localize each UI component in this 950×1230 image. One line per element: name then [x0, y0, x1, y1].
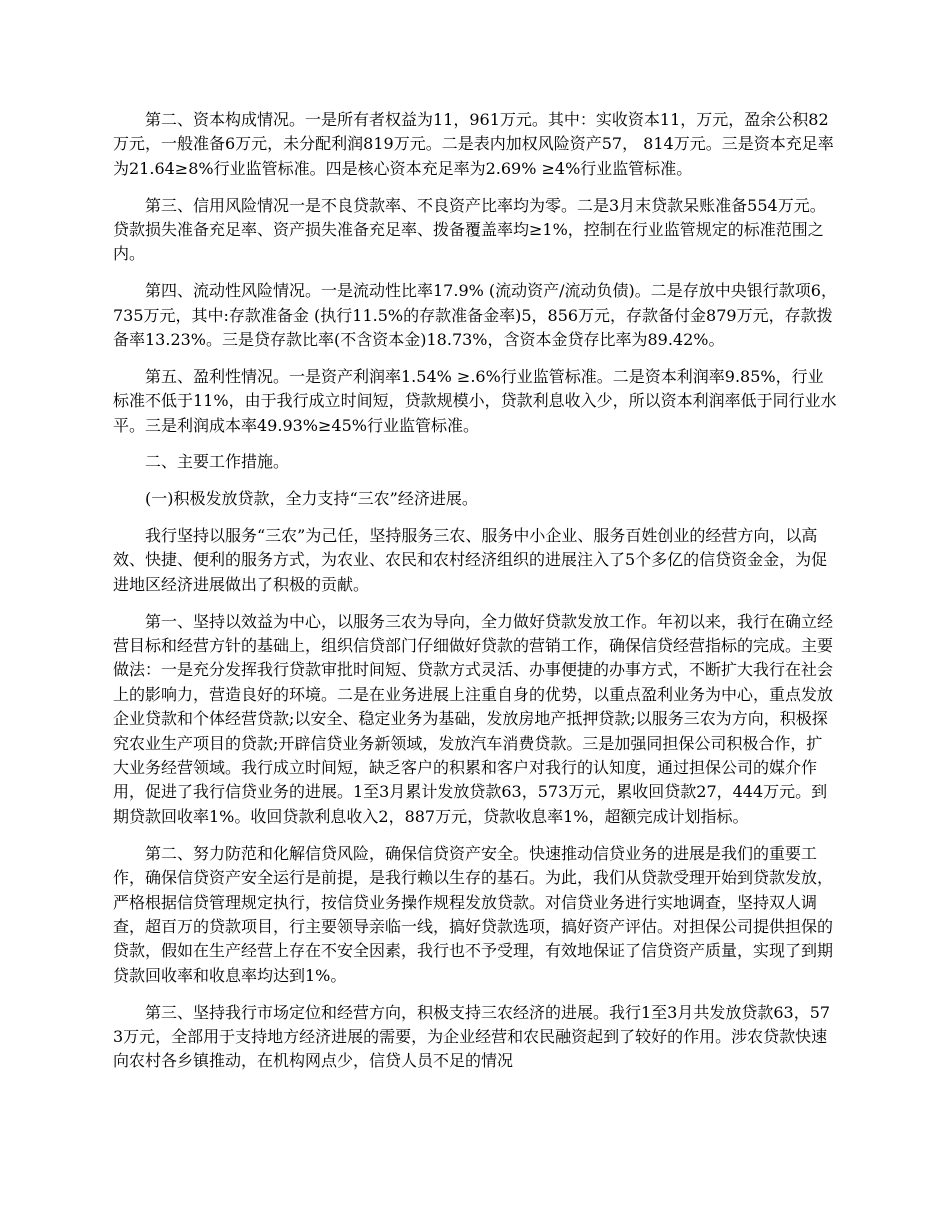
paragraph-profitability: 第五、盈利性情况。一是资产利润率1.54% ≥.6%行业监管标准。二是资本利润率9.85%，行业标准不低于11%，由于我行成立时间短，贷款规模小，贷款利息收入少，所以资本利润率低于同行业水平。三是利润成本率49.93%≥45%行业监管标准。: [113, 366, 837, 435]
subsection-heading-loans: (一)积极发放贷款，全力支持“三农”经济进展。: [145, 489, 478, 509]
paragraph-service-sannong: 我行坚持以服务“三农”为己任，坚持服务三农、服务中小企业、服务百姓创业的经营方向，以高效、快捷、便利的服务方式，为农业、农民和农村经济组织的进展注入了5个多亿的信贷资金金，为促进地区经济进展做出了积极的贡献。: [113, 526, 828, 594]
paragraph-second-measure: 第二、努力防范和化解信贷风险，确保信贷资产安全。快速推动信贷业务的进展是我们的重要工作，确保信贷资产安全运行是前提，是我行赖以生存的基石。为此，我们从贷款受理开始到贷款发放，严格根据信贷管理规定执行，按信贷业务操作规程发放贷款。对信贷业务进行实地调查，坚持双人调查，超百万的贷款项目，行主要领导亲临一线，搞好贷款选项，搞好资产评估。对担保公司提供担保的贷款，假如在生产经营上存在不安全因素，我行也不予受理，有效地保证了信贷资产质量，实现了到期贷款回收率和收息率均达到1%。: [113, 843, 834, 985]
paragraph-liquidity-risk: 第四、流动性风险情况。一是流动性比率17.9% (流动资产/流动负债)。二是存放中央银行款项6，735万元，其中:存款准备金 (执行11.5%的存款准备金率)5，856万元，存款备付金879万元，存款拨备率13.23%。三是贷存款比率(不含资本金)18.73%，含资本金贷存比率为89.42%。: [113, 281, 837, 350]
section-heading-main-measures: 二、主要工作措施。: [145, 452, 290, 472]
paragraph-first-measure: 第一、坚持以效益为中心，以服务三农为导向，全力做好贷款发放工作。年初以来，我行在确立经营目标和经营方针的基础上，组织信贷部门仔细做好贷款的营销工作，确保信贷经营指标的完成。主要做法：一是充分发挥我行贷款审批时间短、贷款方式灵活、办事便捷的办事方式，不断扩大我行在社会上的影响力，营造良好的环境。二是在业务进展上注重自身的优势，以重点盈利业务为中心，重点发放企业贷款和个体经营贷款;以安全、稳定业务为基础，发放房地产抵押贷款;以服务三农为方向，积极探究农业生产项目的贷款;开辟信贷业务新领域，发放汽车消费贷款。三是加强同担保公司积极合作，扩大业务经营领域。我行成立时间短，缺乏客户的积累和客户对我行的认知度，通过担保公司的媒介作用，促进了我行信贷业务的进展。1至3月累计发放贷款63，573万元，累收回贷款27，444万元。到期贷款回收率1%。收回贷款利息收入2，887万元，贷款收息率1%，超额完成计划指标。: [113, 611, 834, 826]
paragraph-third-measure: 第三、坚持我行市场定位和经营方向，积极支持三农经济的进展。我行1至3月共发放贷款63，573万元，全部用于支持地方经济进展的需要，为企业经营和农民融资起到了较好的作用。涉农贷款快速向农村各乡镇推动，在机构网点少，信贷人员不足的情况: [113, 1002, 831, 1071]
paragraph-capital-structure: 第二、资本构成情况。一是所有者权益为11，961万元。其中：实收资本11，万元，盈余公积82万元，一般准备6万元，未分配利润819万元。二是表内加权风险资产57， 814万元。三是资本充足率为21.64≥8%行业监管标准。四是核心资本充足率为2.69% ≥4%行业监管标准。: [113, 110, 834, 178]
paragraph-credit-risk: 第三、信用风险情况一是不良贷款率、不良资产比率均为零。二是3月末贷款呆账准备554万元。贷款损失准备充足率、资产损失准备充足率、拨备覆盖率均≥1%，控制在行业监管规定的标准范围之内。: [113, 195, 826, 264]
document-page: [113, 108, 838, 1086]
